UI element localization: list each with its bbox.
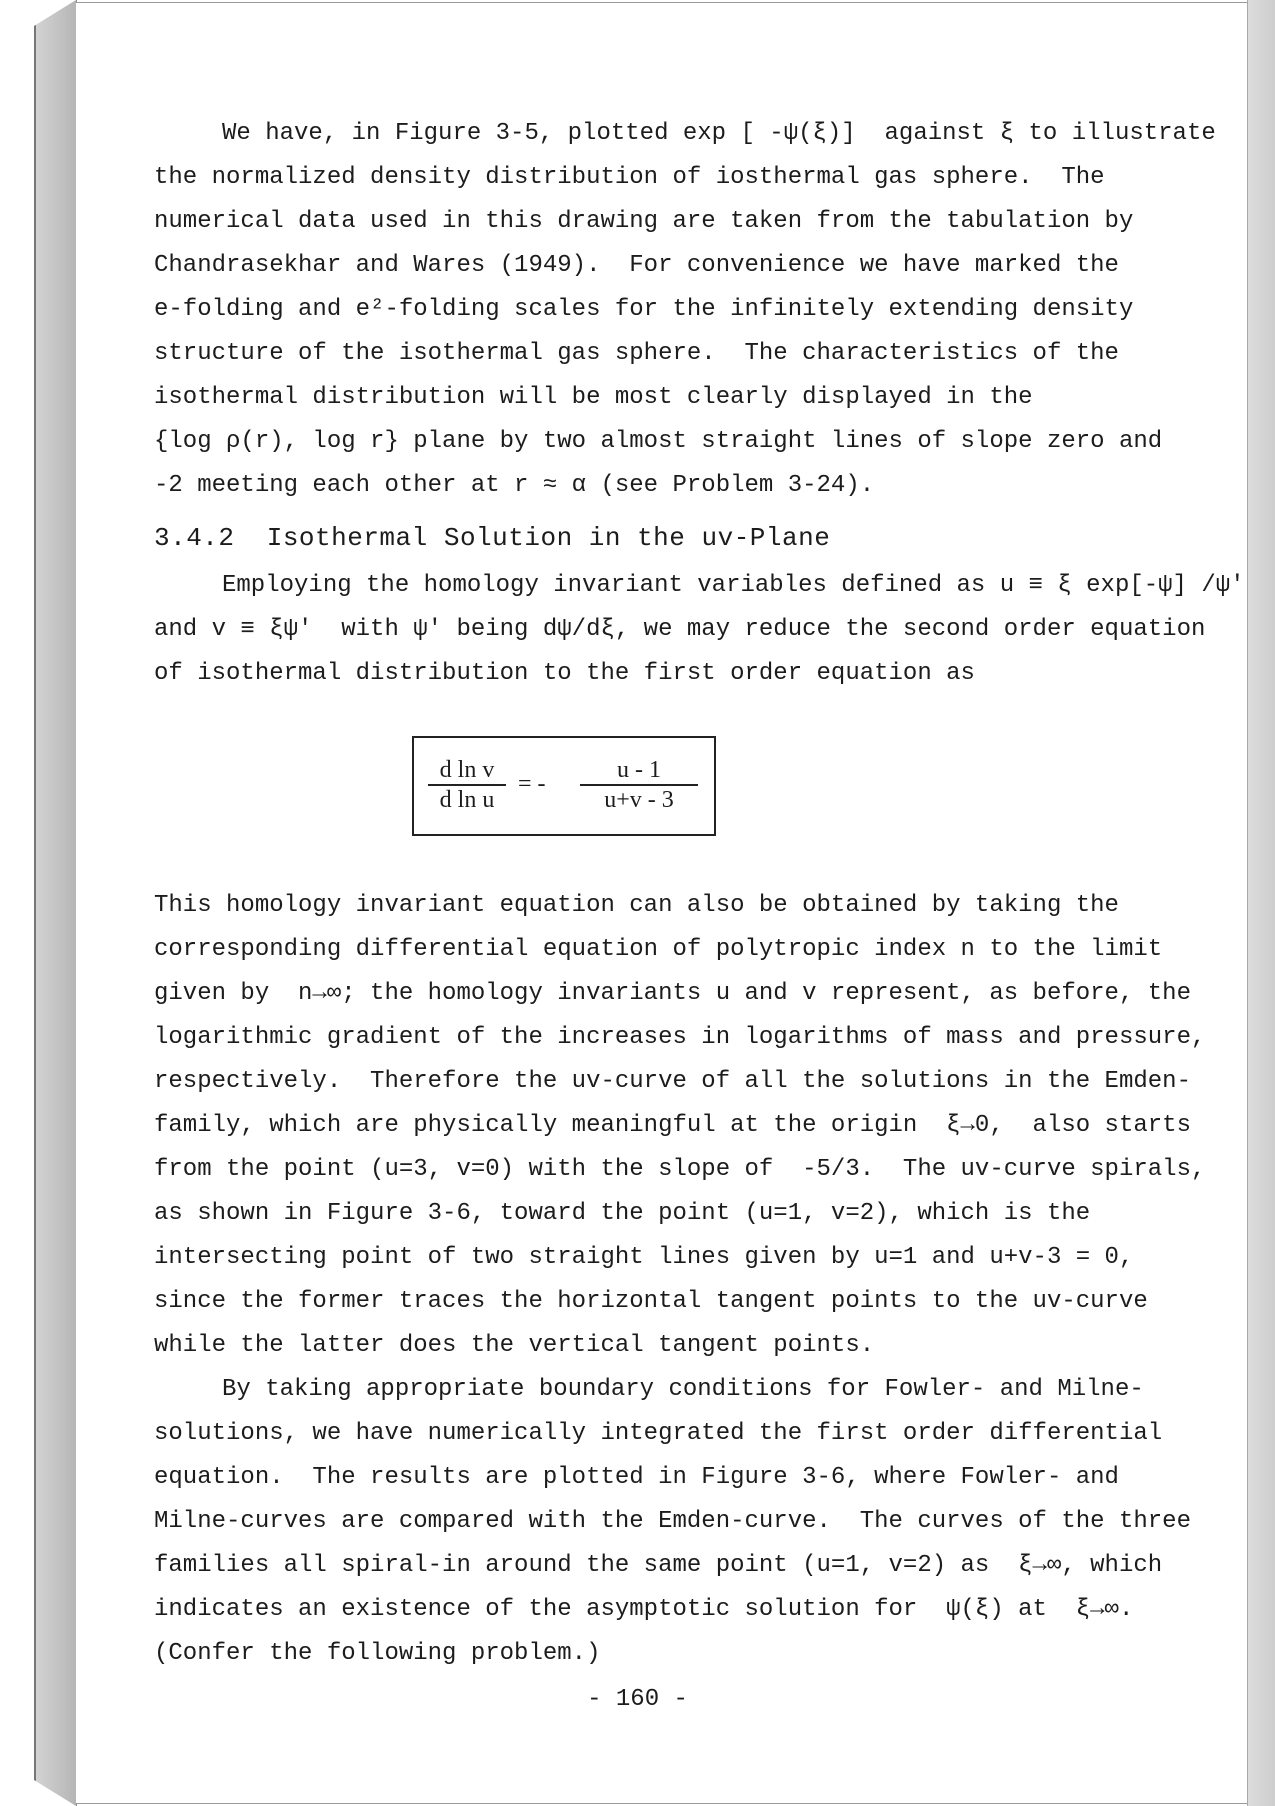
text-line: numerical data used in this drawing are taken from the tabulation by [154,208,1134,235]
text-line: Employing the homology invariant variables defined as u ≡ ξ exp[-ψ] /ψ' [222,572,1245,599]
text-line: corresponding differential equation of polytropic index n to the limit [154,936,1163,963]
text-line: families all spiral-in around the same point (u=1, v=2) as ξ→∞, which [154,1552,1163,1579]
boxed-equation [412,736,716,836]
book-edge-right [1247,0,1275,1806]
equation-rhs-numerator: u - 1 [580,756,698,786]
text-line: since the former traces the horizontal tangent points to the uv-curve [154,1288,1148,1315]
equation-sign: = - [518,771,546,797]
text-line: e-folding and e²-folding scales for the infinitely extending density [154,296,1134,323]
text-line: isothermal distribution will be most clearly displayed in the [154,384,1033,411]
paragraph-1 [154,112,1216,508]
equation-lhs-fraction [428,756,506,814]
section-heading: 3.4.2 Isothermal Solution in the uv-Plane [154,523,831,553]
page-number: - 160 - [587,1686,688,1713]
book-corner-bottom [34,1780,76,1806]
text-line: structure of the isothermal gas sphere. The characteristics of the [154,340,1119,367]
book-corner-top [34,0,76,26]
equation-lhs-denominator: d ln u [439,787,495,813]
text-line: while the latter does the vertical tangent points. [154,1332,875,1359]
text-line: (Confer the following problem.) [154,1640,601,1667]
paragraph-4 [154,1368,1199,1676]
equation-lhs-numerator: d ln v [428,756,506,786]
paragraph-3 [154,884,1206,1368]
text-line: equation. The results are plotted in Figure 3-6, where Fowler- and [154,1464,1119,1491]
text-line: the normalized density distribution of iosthermal gas sphere. The [154,164,1105,191]
text-line: as shown in Figure 3-6, toward the point (u=1, v=2), which is the [154,1200,1091,1227]
page-body [154,112,1245,1676]
text-line: By taking appropriate boundary conditions for Fowler- and Milne- [222,1376,1144,1403]
book-spine-left [34,0,77,1806]
text-line: Chandrasekhar and Wares (1949). For convenience we have marked the [154,252,1119,279]
text-line: We have, in Figure 3-5, plotted exp [ -ψ(ξ)] against ξ to illustrate [222,120,1216,147]
text-line: respectively. Therefore the uv-curve of all the solutions in the Emden- [154,1068,1191,1095]
text-line: from the point (u=3, v=0) with the slope of -5/3. The uv-curve spirals, [154,1156,1206,1183]
text-line: and v ≡ ξψ' with ψ' being dψ/dξ, we may reduce the second order equation [154,616,1206,643]
text-line: intersecting point of two straight lines given by u=1 and u+v-3 = 0, [154,1244,1134,1271]
equation-rhs-fraction [580,756,698,814]
text-line: of isothermal distribution to the first order equation as [154,660,975,687]
text-line: given by n→∞; the homology invariants u and v represent, as before, the [154,980,1191,1007]
text-line: logarithmic gradient of the increases in logarithms of mass and pressure, [154,1024,1206,1051]
text-line: solutions, we have numerically integrated the first order differential [154,1420,1163,1447]
text-line: Milne-curves are compared with the Emden-curve. The curves of the three [154,1508,1191,1535]
equation-rhs-denominator: u+v - 3 [604,787,674,813]
text-line: -2 meeting each other at r ≈ α (see Problem 3-24). [154,472,875,499]
book-spine-edge [34,0,36,1806]
paragraph-2 [154,564,1245,696]
text-line: family, which are physically meaningful at the origin ξ→0, also starts [154,1112,1191,1139]
text-line: {log ρ(r), log r} plane by two almost straight lines of slope zero and [154,428,1163,455]
text-line: This homology invariant equation can also be obtained by taking the [154,892,1119,919]
text-line: indicates an existence of the asymptotic solution for ψ(ξ) at ξ→∞. [154,1596,1134,1623]
